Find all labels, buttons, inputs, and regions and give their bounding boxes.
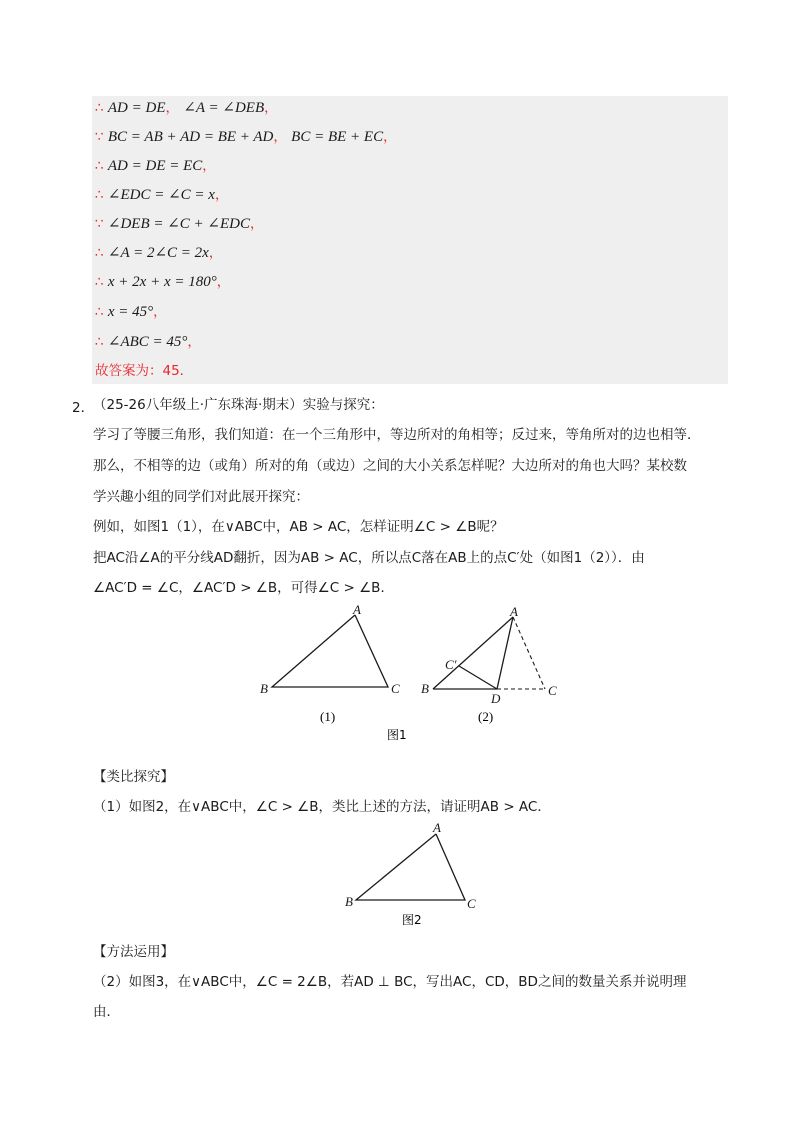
question-paragraph-1: 学习了等腰三角形，我们知道：在一个三角形中，等边所对的角相等；反过来，等角所对的边也相等． — [93, 427, 701, 443]
fig1b-label-A: A — [510, 605, 518, 619]
fig1-sub-1: (1) — [320, 709, 336, 724]
part-2-prompt-end: 由． — [93, 1004, 120, 1020]
solution-line-7: ∴ x + 2x + x = 180°， — [95, 274, 231, 290]
answer-line: 故答案为：45． — [95, 363, 194, 379]
part-1-prompt: （1）如图2，在∨ABC中，∠C > ∠B，类比上述的方法，请证明AB > AC． — [93, 799, 551, 815]
fig2-label-B: B — [345, 894, 353, 909]
figure-1-part-1 — [260, 605, 400, 696]
question-example: 例如，如图1（1），在∨ABC中，AB > AC，怎样证明∠C > ∠B呢？ — [93, 519, 504, 535]
solution-line-8: ∴ x = 45°， — [95, 304, 167, 320]
solution-line-3: ∴ AD = DE = EC， — [95, 158, 216, 174]
question-paragraph-3: 学兴趣小组的同学们对此展开探究： — [93, 489, 309, 505]
solution-line-9: ∴ ∠ABC = 45°， — [95, 334, 201, 350]
fig1-label-B: B — [260, 681, 268, 696]
section-method: 【方法运用】 — [93, 944, 174, 960]
fig2-caption: 图2 — [402, 913, 422, 927]
question-number: 2． — [72, 400, 95, 416]
solution-line-2: ∵ BC = AB + AD = BE + AD， BC = BE + EC， — [95, 129, 397, 145]
section-analogy: 【类比探究】 — [93, 769, 174, 785]
fig1-caption: 图1 — [387, 728, 407, 742]
figure-2 — [340, 820, 490, 930]
fig1b-label-C-prime: C′ — [445, 657, 457, 672]
question-conclusion: ∠AC′D = ∠C，∠AC′D > ∠B，可得∠C > ∠B． — [93, 580, 394, 596]
solution-line-1: ∴ AD = DE， ∠A = ∠DEB， — [95, 100, 278, 116]
part-2-prompt: （2）如图3，在∨ABC中，∠C = 2∠B，若AD ⊥ BC，写出AC，CD，BD之间的数量关系并说明理 — [93, 974, 687, 990]
solution-line-6: ∴ ∠A = 2∠C = 2x， — [95, 245, 223, 261]
figure-1-part-2 — [421, 605, 557, 706]
fig1-label-C: C — [391, 681, 400, 696]
fig1b-label-B: B — [421, 681, 429, 696]
question-source: （25-26八年级上·广东珠海·期末）实验与探究： — [93, 397, 384, 413]
fig1-sub-2: (2) — [478, 709, 494, 724]
fig2-label-A: A — [433, 820, 441, 835]
fig1b-label-C: C — [548, 683, 557, 698]
solution-line-5: ∵ ∠DEB = ∠C + ∠EDC， — [95, 216, 264, 232]
question-fold-explanation: 把AC沿∠A的平分线AD翻折，因为AB > AC，所以点C落在AB上的点C′处（如图1（2））．由 — [93, 550, 645, 566]
question-paragraph-2: 那么，不相等的边（或角）所对的角（或边）之间的大小关系怎样呢？大边所对的角也大吗？某校数 — [93, 458, 687, 474]
fig1b-label-D: D — [491, 691, 501, 706]
fig2-label-C: C — [467, 896, 476, 911]
figure-1 — [255, 605, 575, 745]
fig1-label-A: A — [353, 605, 361, 617]
solution-line-4: ∴ ∠EDC = ∠C = x， — [95, 187, 229, 203]
